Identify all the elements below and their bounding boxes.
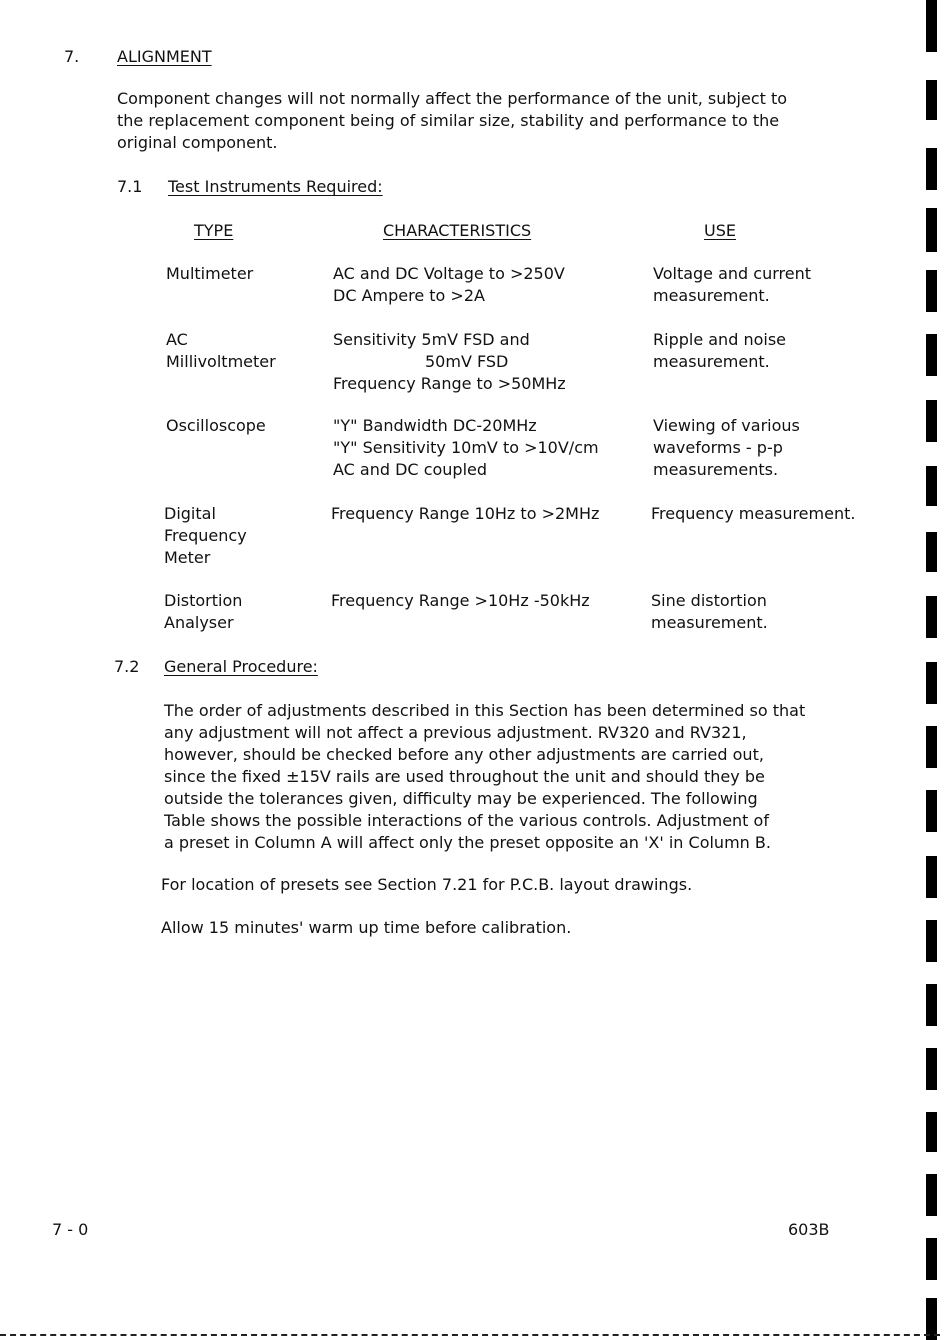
scan-mark bbox=[926, 726, 937, 768]
scan-mark bbox=[926, 1048, 937, 1090]
table-row-characteristics bbox=[333, 415, 599, 481]
table-row-characteristics bbox=[331, 590, 590, 612]
intro-line: original component. bbox=[117, 133, 278, 152]
use-line: measurements. bbox=[653, 460, 779, 479]
scan-mark bbox=[926, 1174, 937, 1216]
document-code: 603B bbox=[788, 1220, 830, 1239]
table-row-type bbox=[166, 329, 276, 373]
char-line: 50mV FSD bbox=[425, 352, 509, 371]
scan-mark bbox=[926, 1112, 937, 1152]
procedure-paragraph bbox=[164, 700, 805, 854]
scan-mark bbox=[926, 984, 937, 1026]
use-line: measurement. bbox=[651, 613, 768, 632]
scan-edge-marks bbox=[926, 0, 940, 1340]
table-header-type: TYPE bbox=[194, 221, 234, 240]
scan-mark bbox=[926, 400, 937, 442]
char-line: Frequency Range to >50MHz bbox=[333, 374, 566, 393]
subsection-title: Test Instruments Required: bbox=[168, 177, 383, 196]
type-line: Frequency bbox=[164, 526, 247, 545]
type-line: Millivoltmeter bbox=[166, 352, 276, 371]
scan-mark bbox=[926, 0, 937, 52]
table-row-characteristics bbox=[333, 329, 566, 395]
scan-mark bbox=[926, 1238, 937, 1280]
char-line: Frequency Range 10Hz to >2MHz bbox=[331, 504, 600, 523]
procedure-line: however, should be checked before any other adjustments are carried out, bbox=[164, 745, 764, 764]
scan-mark bbox=[926, 662, 937, 704]
table-header-characteristics: CHARACTERISTICS bbox=[383, 221, 532, 240]
table-row-type bbox=[164, 590, 242, 634]
intro-paragraph bbox=[117, 88, 787, 154]
scan-mark bbox=[926, 532, 937, 572]
use-line: Frequency measurement. bbox=[651, 504, 856, 523]
page-number: 7 - 0 bbox=[52, 1220, 89, 1239]
procedure-line: any adjustment will not affect a previous adjustment. RV320 and RV321, bbox=[164, 723, 747, 742]
procedure-line: a preset in Column A will affect only the preset opposite an 'X' in Column B. bbox=[164, 833, 771, 852]
scan-mark bbox=[926, 208, 937, 252]
procedure-line: since the fixed ±15V rails are used throughout the unit and should they be bbox=[164, 767, 765, 786]
scan-mark bbox=[926, 466, 937, 506]
char-line: "Y" Sensitivity 10mV to >10V/cm bbox=[333, 438, 599, 457]
subsection-number: 7.1 bbox=[117, 177, 143, 196]
use-line: measurement. bbox=[653, 286, 770, 305]
table-row-use bbox=[651, 590, 768, 634]
use-line: waveforms - p-p bbox=[653, 438, 783, 457]
char-line: Sensitivity 5mV FSD and bbox=[333, 330, 530, 349]
char-line: "Y" Bandwidth DC-20MHz bbox=[333, 416, 537, 435]
type-line: Oscilloscope bbox=[166, 416, 266, 435]
location-note: For location of presets see Section 7.21 for P.C.B. layout drawings. bbox=[161, 875, 693, 894]
use-line: Ripple and noise bbox=[653, 330, 786, 349]
table-row-use bbox=[653, 263, 811, 307]
warmup-note: Allow 15 minutes' warm up time before calibration. bbox=[161, 918, 572, 937]
subsection-number: 7.2 bbox=[114, 657, 140, 676]
table-row-characteristics bbox=[333, 263, 565, 307]
scan-mark bbox=[926, 790, 937, 832]
intro-line: the replacement component being of similar size, stability and performance to the bbox=[117, 111, 780, 130]
table-header-use: USE bbox=[704, 221, 736, 240]
table-row-characteristics bbox=[331, 503, 599, 525]
use-line: Sine distortion bbox=[651, 591, 767, 610]
procedure-line: outside the tolerances given, difficulty may be experienced. The following bbox=[164, 789, 758, 808]
char-line: AC and DC Voltage to >250V bbox=[333, 264, 565, 283]
section-number: 7. bbox=[64, 47, 80, 66]
char-line: Frequency Range >10Hz -50kHz bbox=[331, 591, 590, 610]
bottom-edge-rule bbox=[0, 1334, 940, 1336]
scan-mark bbox=[926, 334, 937, 376]
table-row-type bbox=[166, 415, 266, 437]
intro-line: Component changes will not normally affect the performance of the unit, subject to bbox=[117, 89, 788, 108]
table-row-type bbox=[166, 263, 253, 285]
type-line: Distortion bbox=[164, 591, 243, 610]
type-line: AC bbox=[166, 330, 188, 349]
use-line: Voltage and current bbox=[653, 264, 812, 283]
scan-mark bbox=[926, 596, 937, 638]
scan-mark bbox=[926, 920, 937, 962]
table-row-type bbox=[164, 503, 247, 569]
type-line: Analyser bbox=[164, 613, 234, 632]
use-line: measurement. bbox=[653, 352, 770, 371]
section-title: ALIGNMENT bbox=[117, 47, 212, 66]
scan-mark bbox=[926, 270, 937, 312]
scan-mark bbox=[926, 148, 937, 190]
type-line: Multimeter bbox=[166, 264, 254, 283]
char-line: AC and DC coupled bbox=[333, 460, 488, 479]
scan-mark bbox=[926, 856, 937, 898]
subsection-title: General Procedure: bbox=[164, 657, 318, 676]
use-line: Viewing of various bbox=[653, 416, 800, 435]
procedure-line: Table shows the possible interactions of the various controls. Adjustment of bbox=[164, 811, 769, 830]
procedure-line: The order of adjustments described in this Section has been determined so that bbox=[164, 701, 806, 720]
type-line: Meter bbox=[164, 548, 211, 567]
type-line: Digital bbox=[164, 504, 216, 523]
char-line: DC Ampere to >2A bbox=[333, 286, 485, 305]
table-row-use bbox=[653, 329, 786, 373]
table-row-use bbox=[651, 503, 855, 525]
table-row-use bbox=[653, 415, 800, 481]
scan-mark bbox=[926, 80, 937, 120]
